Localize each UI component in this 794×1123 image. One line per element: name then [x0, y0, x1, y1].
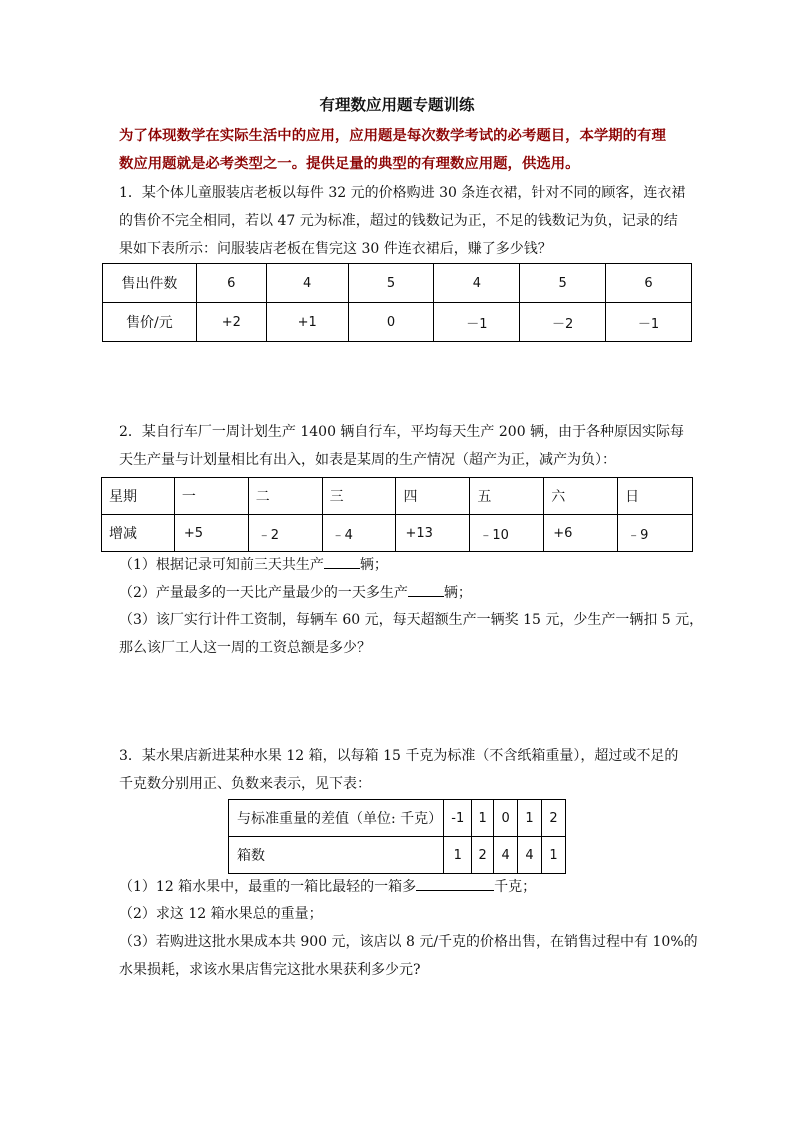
table-cell: 4 — [518, 837, 542, 874]
table-cell: 2 — [472, 837, 494, 874]
sub-question-text: 千克； — [494, 879, 537, 895]
table-header-cell: 售价/元 — [103, 303, 197, 342]
sub-question-text: （1）根据记录可知前三天共生产 — [119, 557, 324, 573]
sub-question-text: （2）产量最多的一天比产量最少的一天多生产 — [119, 585, 408, 601]
table-row — [229, 800, 566, 837]
question-3-sub-3: （3）若购进这批水果成本共 900 元，该店以 8 元/千克的价格出售，在销售过程中有 10%的 — [119, 934, 698, 950]
table-cell: 一 — [174, 478, 248, 515]
table-cell: ﹣10 — [470, 515, 544, 552]
table-cell: 0 — [348, 303, 434, 342]
table-cell: 5 — [348, 264, 434, 303]
question-1-table — [102, 263, 692, 342]
table-cell: 三 — [322, 478, 396, 515]
table-header-cell: 与标准重量的差值（单位: 千克） — [229, 800, 444, 837]
table-cell: 1 — [518, 800, 542, 837]
table-cell: 6 — [196, 264, 266, 303]
table-cell: -1 — [444, 800, 472, 837]
question-3-sub-3-cont: 水果损耗，求该水果店售完这批水果获利多少元? — [119, 962, 421, 978]
table-cell: 6 — [606, 264, 692, 303]
table-cell: 1 — [542, 837, 566, 874]
table-cell: 4 — [266, 264, 348, 303]
table-cell: ﹣4 — [322, 515, 396, 552]
table-cell: 1 — [444, 837, 472, 874]
table-cell: －1 — [606, 303, 692, 342]
intro-text: 为了体现数学在实际生活中的应用，应用题是每次数学考试的必考题目，本学期的有理数应用题就是必考类型之一。提供足量的典型的有理数应用题，供选用。 — [119, 127, 666, 172]
table-row — [103, 264, 692, 303]
sub-question-text: 辆； — [443, 585, 472, 601]
table-row — [103, 303, 692, 342]
table-cell: 二 — [248, 478, 322, 515]
page-title: 有理数应用题专题训练 — [319, 95, 475, 114]
table-cell: 0 — [494, 800, 518, 837]
question-2-text: 2．某自行车厂一周计划生产 1400 辆自行车，平均每天生产 200 辆，由于各种原因实际每天生产量与计划量相比有出入，如表是某周的生产情况（超产为正，减产为负）： — [119, 424, 685, 468]
table-cell: +13 — [396, 515, 470, 552]
table-header-cell: 售出件数 — [103, 264, 197, 303]
table-cell: ﹣2 — [248, 515, 322, 552]
table-cell: 2 — [542, 800, 566, 837]
answer-blank — [408, 582, 444, 597]
question-2-sub-2 — [119, 582, 472, 603]
question-3-sub-1 — [119, 876, 536, 897]
table-cell: 六 — [544, 478, 618, 515]
question-2-sub-1 — [119, 554, 388, 575]
table-header-cell: 星期 — [102, 478, 175, 515]
question-2-table — [101, 477, 693, 552]
table-cell: 4 — [494, 837, 518, 874]
table-cell: －2 — [520, 303, 606, 342]
table-cell: 5 — [520, 264, 606, 303]
table-row — [102, 515, 693, 552]
sub-question-text: 辆； — [359, 557, 388, 573]
table-cell: －1 — [434, 303, 520, 342]
question-1-text: 1．某个体儿童服装店老板以每件 32 元的价格购进 30 条连衣裙，针对不同的顾客，连衣裙的售价不完全相同，若以 47 元为标准，超过的钱数记为正，不足的钱数记为负，记录的结果如下表所示：问服装店老板在售完这 30 件连衣裙后，赚了多少钱？ — [119, 185, 686, 257]
table-cell: ﹣9 — [618, 515, 693, 552]
table-cell: 四 — [396, 478, 470, 515]
table-row — [102, 478, 693, 515]
table-header-cell: 箱数 — [229, 837, 444, 874]
question-3-sub-2: （2）求这 12 箱水果总的重量； — [119, 906, 323, 922]
table-cell: 4 — [434, 264, 520, 303]
table-cell: 日 — [618, 478, 693, 515]
question-2-sub-3-cont: 那么该厂工人这一周的工资总额是多少？ — [119, 640, 371, 656]
table-row — [229, 837, 566, 874]
table-cell: +2 — [196, 303, 266, 342]
question-2-sub-3: （3）该厂实行计件工资制，每辆车 60 元，每天超额生产一辆奖 15 元，少生产一辆扣 5 元， — [119, 612, 704, 628]
question-3-text: 3．某水果店新进某种水果 12 箱，以每箱 15 千克为标准（不含纸箱重量），超过或不足的千克数分别用正、负数来表示，见下表： — [119, 748, 679, 792]
question-3-table — [228, 799, 566, 874]
answer-blank — [324, 554, 360, 569]
sub-question-text: （1）12 箱水果中，最重的一箱比最轻的一箱多 — [119, 879, 417, 895]
table-cell: +5 — [174, 515, 248, 552]
table-cell: 五 — [470, 478, 544, 515]
answer-blank — [416, 876, 494, 891]
table-cell: +6 — [544, 515, 618, 552]
table-header-cell: 增减 — [102, 515, 175, 552]
table-cell: 1 — [472, 800, 494, 837]
table-cell: +1 — [266, 303, 348, 342]
